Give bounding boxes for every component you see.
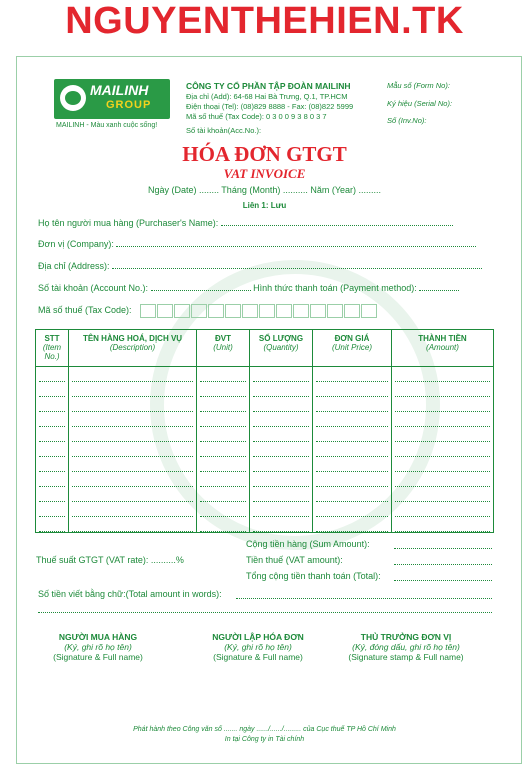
table-cell[interactable] (250, 427, 313, 442)
table-cell[interactable] (250, 457, 313, 472)
buyer-signature: NGƯỜI MUA HÀNG (Ký, ghi rõ họ tên) (Signature & Full name) (53, 632, 143, 662)
globe-icon (60, 85, 86, 111)
table-row[interactable] (36, 412, 494, 427)
table-row[interactable] (36, 502, 494, 517)
table-cell[interactable] (69, 502, 197, 517)
col-unit-price: ĐƠN GIÁ (Unit Price) (313, 330, 392, 367)
table-cell[interactable] (313, 517, 392, 533)
table-row[interactable] (36, 367, 494, 383)
table-cell[interactable] (36, 457, 69, 472)
table-cell[interactable] (36, 517, 69, 533)
account-payment-field[interactable] (38, 283, 494, 293)
copy-label: Liên 1: Lưu (242, 201, 287, 210)
table-cell[interactable] (313, 397, 392, 412)
table-cell[interactable] (392, 397, 494, 412)
table-cell[interactable] (69, 427, 197, 442)
table-cell[interactable] (36, 472, 69, 487)
table-cell[interactable] (250, 502, 313, 517)
table-cell[interactable] (392, 502, 494, 517)
table-cell[interactable] (36, 487, 69, 502)
table-cell[interactable] (392, 487, 494, 502)
table-cell[interactable] (36, 427, 69, 442)
table-cell[interactable] (36, 412, 69, 427)
table-cell[interactable] (197, 397, 250, 412)
table-cell[interactable] (197, 472, 250, 487)
table-cell[interactable] (69, 397, 197, 412)
table-cell[interactable] (250, 397, 313, 412)
table-cell[interactable] (69, 382, 197, 397)
sum-amount-label: Cộng tiền hàng (Sum Amount): (246, 539, 370, 549)
table-cell[interactable] (250, 517, 313, 533)
items-table (35, 329, 494, 533)
table-cell[interactable] (313, 427, 392, 442)
table-cell[interactable] (197, 367, 250, 383)
table-cell[interactable] (197, 427, 250, 442)
table-cell[interactable] (69, 412, 197, 427)
form-no: Mẫu số (Form No): (387, 81, 450, 90)
table-cell[interactable] (313, 487, 392, 502)
payment-label: Hình thức thanh toán (Payment method): (253, 283, 417, 293)
table-cell[interactable] (392, 412, 494, 427)
address-label: Địa chỉ (Address): (38, 261, 110, 271)
table-header-row (36, 330, 494, 367)
purchaser-label: Họ tên người mua hàng (Purchaser's Name): (38, 218, 219, 228)
table-cell[interactable] (250, 382, 313, 397)
table-cell[interactable] (250, 487, 313, 502)
company-account: Số tài khoản(Acc.No.): (186, 126, 262, 135)
invoice-title: HÓA ĐƠN GTGT (182, 142, 347, 166)
table-cell[interactable] (392, 427, 494, 442)
table-cell[interactable] (392, 382, 494, 397)
table-row[interactable] (36, 442, 494, 457)
director-signature: THỦ TRƯỞNG ĐƠN VỊ (Ký, đóng dấu, ghi rõ họ tên) (Signature stamp & Full name) (348, 632, 464, 662)
table-cell[interactable] (36, 442, 69, 457)
table-cell[interactable] (69, 472, 197, 487)
table-cell[interactable] (36, 382, 69, 397)
table-cell[interactable] (69, 457, 197, 472)
table-cell[interactable] (313, 472, 392, 487)
table-cell[interactable] (69, 487, 197, 502)
col-unit: ĐVT (Unit) (197, 330, 250, 367)
table-cell[interactable] (197, 502, 250, 517)
table-cell[interactable] (392, 472, 494, 487)
table-row[interactable] (36, 382, 494, 397)
table-cell[interactable] (36, 502, 69, 517)
table-cell[interactable] (250, 412, 313, 427)
table-cell[interactable] (197, 442, 250, 457)
table-cell[interactable] (197, 517, 250, 533)
table-cell[interactable] (69, 367, 197, 383)
company-phone: Điện thoại (Tel): (08)829 8888 - Fax: (08)822 5999 (186, 102, 354, 111)
site-banner: NGUYENTHEHIEN.TK (65, 0, 464, 42)
company-field[interactable] (38, 239, 494, 249)
table-cell[interactable] (197, 412, 250, 427)
table-cell[interactable] (36, 367, 69, 383)
col-quantity: SỐ LƯỢNG (Quantity) (250, 330, 313, 367)
table-cell[interactable] (250, 442, 313, 457)
invoice-subtitle: VAT INVOICE (223, 166, 306, 181)
account-label: Số tài khoản (Account No.): (38, 283, 149, 293)
table-row[interactable] (36, 517, 494, 533)
invoice-no: Số (Inv.No): (387, 116, 427, 125)
amount-in-words-label: Số tiền viết bằng chữ:(Total amount in words): (38, 589, 222, 599)
tax-code-label: Mã số thuế (Tax Code): (38, 305, 132, 316)
table-row[interactable] (36, 472, 494, 487)
company-tax-code: Mã số thuế (Tax Code): 0 3 0 0 9 3 8 0 3 7 (186, 112, 327, 121)
table-row[interactable] (36, 427, 494, 442)
table-row[interactable] (36, 487, 494, 502)
table-cell[interactable] (313, 412, 392, 427)
issuer-signature: NGƯỜI LẬP HÓA ĐƠN (Ký, ghi rõ họ tên) (Signature & Full name) (212, 632, 304, 662)
slogan: MAILINH - Màu xanh cuộc sống! (56, 122, 158, 129)
table-cell[interactable] (197, 487, 250, 502)
footer-line-1: Phát hành theo Công văn số ....... ngày ....../....../......... của Cục thuế TP Hồ Chí Minh (133, 726, 396, 733)
table-cell[interactable] (197, 382, 250, 397)
purchaser-field[interactable] (38, 218, 494, 228)
col-description: TÊN HÀNG HOÁ, DỊCH VỤ (Description) (69, 330, 197, 367)
table-cell[interactable] (313, 382, 392, 397)
table-cell[interactable] (392, 457, 494, 472)
vat-rate-label: Thuế suất GTGT (VAT rate): ..........% (36, 555, 184, 565)
table-cell[interactable] (392, 442, 494, 457)
table-row[interactable] (36, 457, 494, 472)
table-cell[interactable] (392, 367, 494, 383)
table-cell[interactable] (313, 502, 392, 517)
table-cell[interactable] (69, 517, 197, 533)
company-label: Đơn vị (Company): (38, 239, 114, 249)
date-line: Ngày (Date) ........ Tháng (Month) .......... Năm (Year) ......... (147, 185, 382, 195)
footer-line-2: In tại Công ty in Tài chính (224, 736, 305, 743)
table-cell[interactable] (36, 397, 69, 412)
col-amount: THÀNH TIỀN (Amount) (392, 330, 494, 367)
col-stt: STT (Item No.) (36, 330, 69, 367)
company-address: Địa chỉ (Add): 64-68 Hai Bà Trưng, Q.1, TP.HCM (186, 92, 348, 101)
tax-code-field[interactable] (38, 304, 494, 318)
table-cell[interactable] (69, 442, 197, 457)
table-cell[interactable] (313, 442, 392, 457)
address-field[interactable] (38, 261, 494, 271)
table-cell[interactable] (250, 367, 313, 383)
logo-brand: MAILINH (90, 82, 149, 98)
table-cell[interactable] (250, 472, 313, 487)
table-cell[interactable] (197, 457, 250, 472)
table-cell[interactable] (313, 457, 392, 472)
serial-no: Ký hiệu (Serial No): (387, 99, 453, 108)
company-logo (54, 79, 170, 119)
table-cell[interactable] (392, 517, 494, 533)
company-name: CÔNG TY CỔ PHẦN TẬP ĐOÀN MAILINH (186, 81, 351, 91)
total-label: Tổng cộng tiền thanh toán (Total): (246, 571, 381, 581)
table-row[interactable] (36, 397, 494, 412)
vat-amount-label: Tiền thuế (VAT amount): (246, 555, 343, 565)
logo-group: GROUP (106, 99, 152, 111)
table-cell[interactable] (313, 367, 392, 383)
